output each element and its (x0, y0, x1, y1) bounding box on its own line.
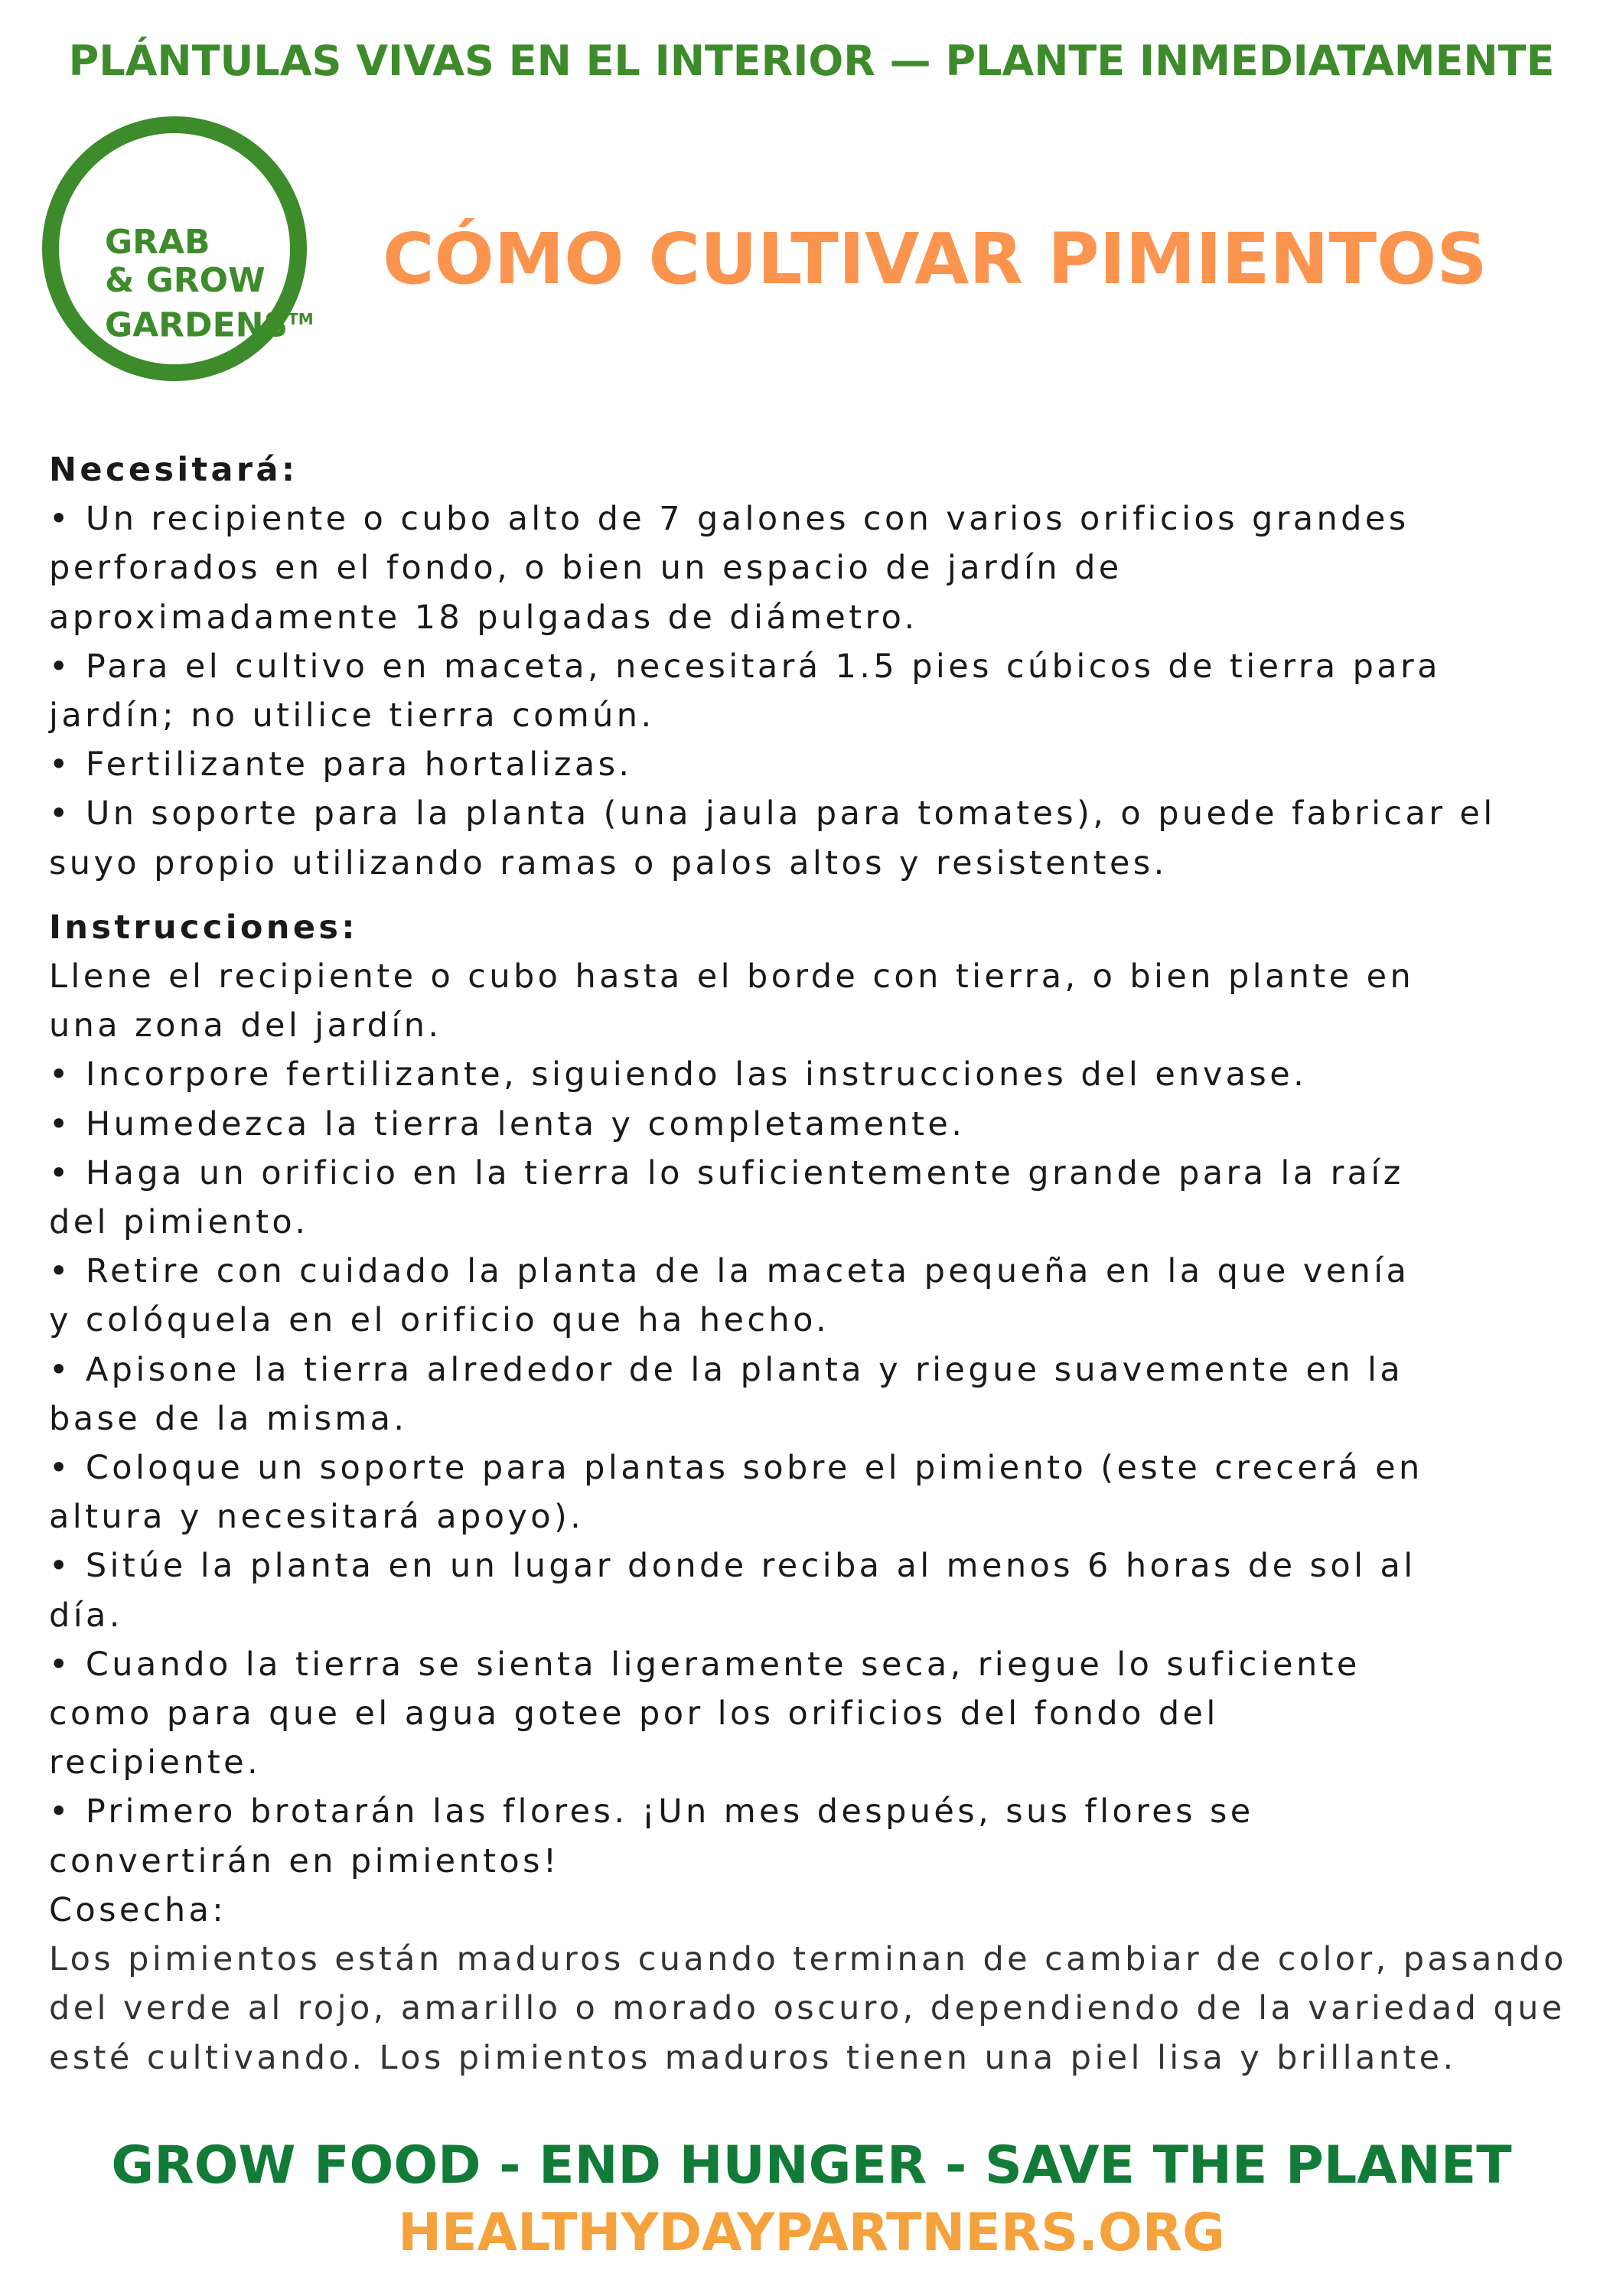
instructions-line: • Primero brotarán las flores. ¡Un mes después, sus flores se (49, 1792, 1254, 1831)
harvest-paragraph (49, 1935, 1579, 2082)
harvest-line: Los pimientos están maduros cuando terminan de cambiar de color, pasando (49, 1940, 1567, 1979)
instructions-line: y colóquela en el orificio que ha hecho. (49, 1301, 830, 1340)
instructions-line: base de la misma. (49, 1399, 408, 1438)
needs-line: • Para el cultivo en maceta, necesitará 1.5 pies cúbicos de tierra para (49, 647, 1441, 686)
logo-line-3-text: GARDENS (105, 305, 288, 345)
page-title: CÓMO CULTIVAR PIMIENTOS (383, 218, 1488, 300)
document-body (49, 445, 1579, 2082)
needs-heading: Necesitará: (49, 451, 298, 489)
needs-list (49, 494, 1579, 888)
needs-line: • Un soporte para la planta (una jaula para tomates), o puede fabricar el (49, 794, 1496, 833)
needs-line: • Un recipiente o cubo alto de 7 galones con varios orificios grandes (49, 500, 1410, 539)
needs-line: • Fertilizante para hortalizas. (49, 745, 633, 784)
needs-line: jardín; no utilice tierra común. (49, 696, 655, 735)
instructions-line: • Coloque un soporte para plantas sobre el pimiento (este crecerá en (49, 1449, 1423, 1488)
instructions-line: del pimiento. (49, 1203, 309, 1242)
logo-line-1: GRAB (105, 223, 210, 262)
instructions-line: • Cuando la tierra se sienta ligeramente seca, riegue lo suficiente (49, 1645, 1361, 1684)
instructions-line: • Haga un orificio en la tierra lo suficientemente grande para la raíz (49, 1153, 1404, 1192)
instructions-line: una zona del jardín. (49, 1006, 442, 1045)
logo-line-3 (105, 300, 314, 345)
instructions-line: • Apisone la tierra alrededor de la planta y riegue suavemente en la (49, 1350, 1404, 1389)
instructions-line: día. (49, 1596, 123, 1635)
needs-line: perforados en el fondo, o bien un espacio de jardín de (49, 549, 1123, 588)
needs-line: aproximadamente 18 pulgadas de diámetro. (49, 598, 918, 637)
instructions-list (49, 952, 1579, 1886)
instructions-line: • Retire con cuidado la planta de la maceta pequeña en la que venía (49, 1252, 1410, 1291)
instructions-line: Llene el recipiente o cubo hasta el borde con tierra, o bien plante en (49, 957, 1415, 996)
harvest-heading: Cosecha: (49, 1890, 227, 1929)
instructions-line: como para que el agua gotee por los orificios del fondo del (49, 1694, 1219, 1733)
top-banner: PLÁNTULAS VIVAS EN EL INTERIOR — PLANTE INMEDIATAMENTE (68, 37, 1555, 85)
harvest-line: del verde al rojo, amarillo o morado oscuro, dependiendo de la variedad que (49, 1989, 1566, 2028)
instructions-line: • Sitúe la planta en un lugar donde reciba al menos 6 horas de sol al (49, 1547, 1416, 1586)
trademark-mark: TM (288, 310, 314, 328)
instructions-heading: Instrucciones: (49, 908, 359, 947)
harvest-line: esté cultivando. Los pimientos maduros tienen una piel lisa y brillante. (49, 2038, 1457, 2077)
footer-slogan: GROW FOOD - END HUNGER - SAVE THE PLANET (111, 2135, 1512, 2196)
logo-wordmark (105, 223, 314, 345)
logo-line-2: & GROW (105, 261, 266, 300)
instructions-line: convertirán en pimientos! (49, 1841, 560, 1880)
instructions-line: recipiente. (49, 1743, 262, 1782)
instructions-line: altura y necesitará apoyo). (49, 1498, 585, 1537)
instructions-line: • Humedezca la tierra lenta y completamente. (49, 1104, 966, 1143)
footer-website-link[interactable]: HEALTHYDAYPARTNERS.ORG (398, 2203, 1225, 2263)
grab-and-grow-gardens-logo (42, 116, 314, 381)
needs-line: suyo propio utilizando ramas o palos altos y resistentes. (49, 843, 1168, 882)
instructions-line: • Incorpore fertilizante, siguiendo las instrucciones del envase. (49, 1055, 1308, 1094)
